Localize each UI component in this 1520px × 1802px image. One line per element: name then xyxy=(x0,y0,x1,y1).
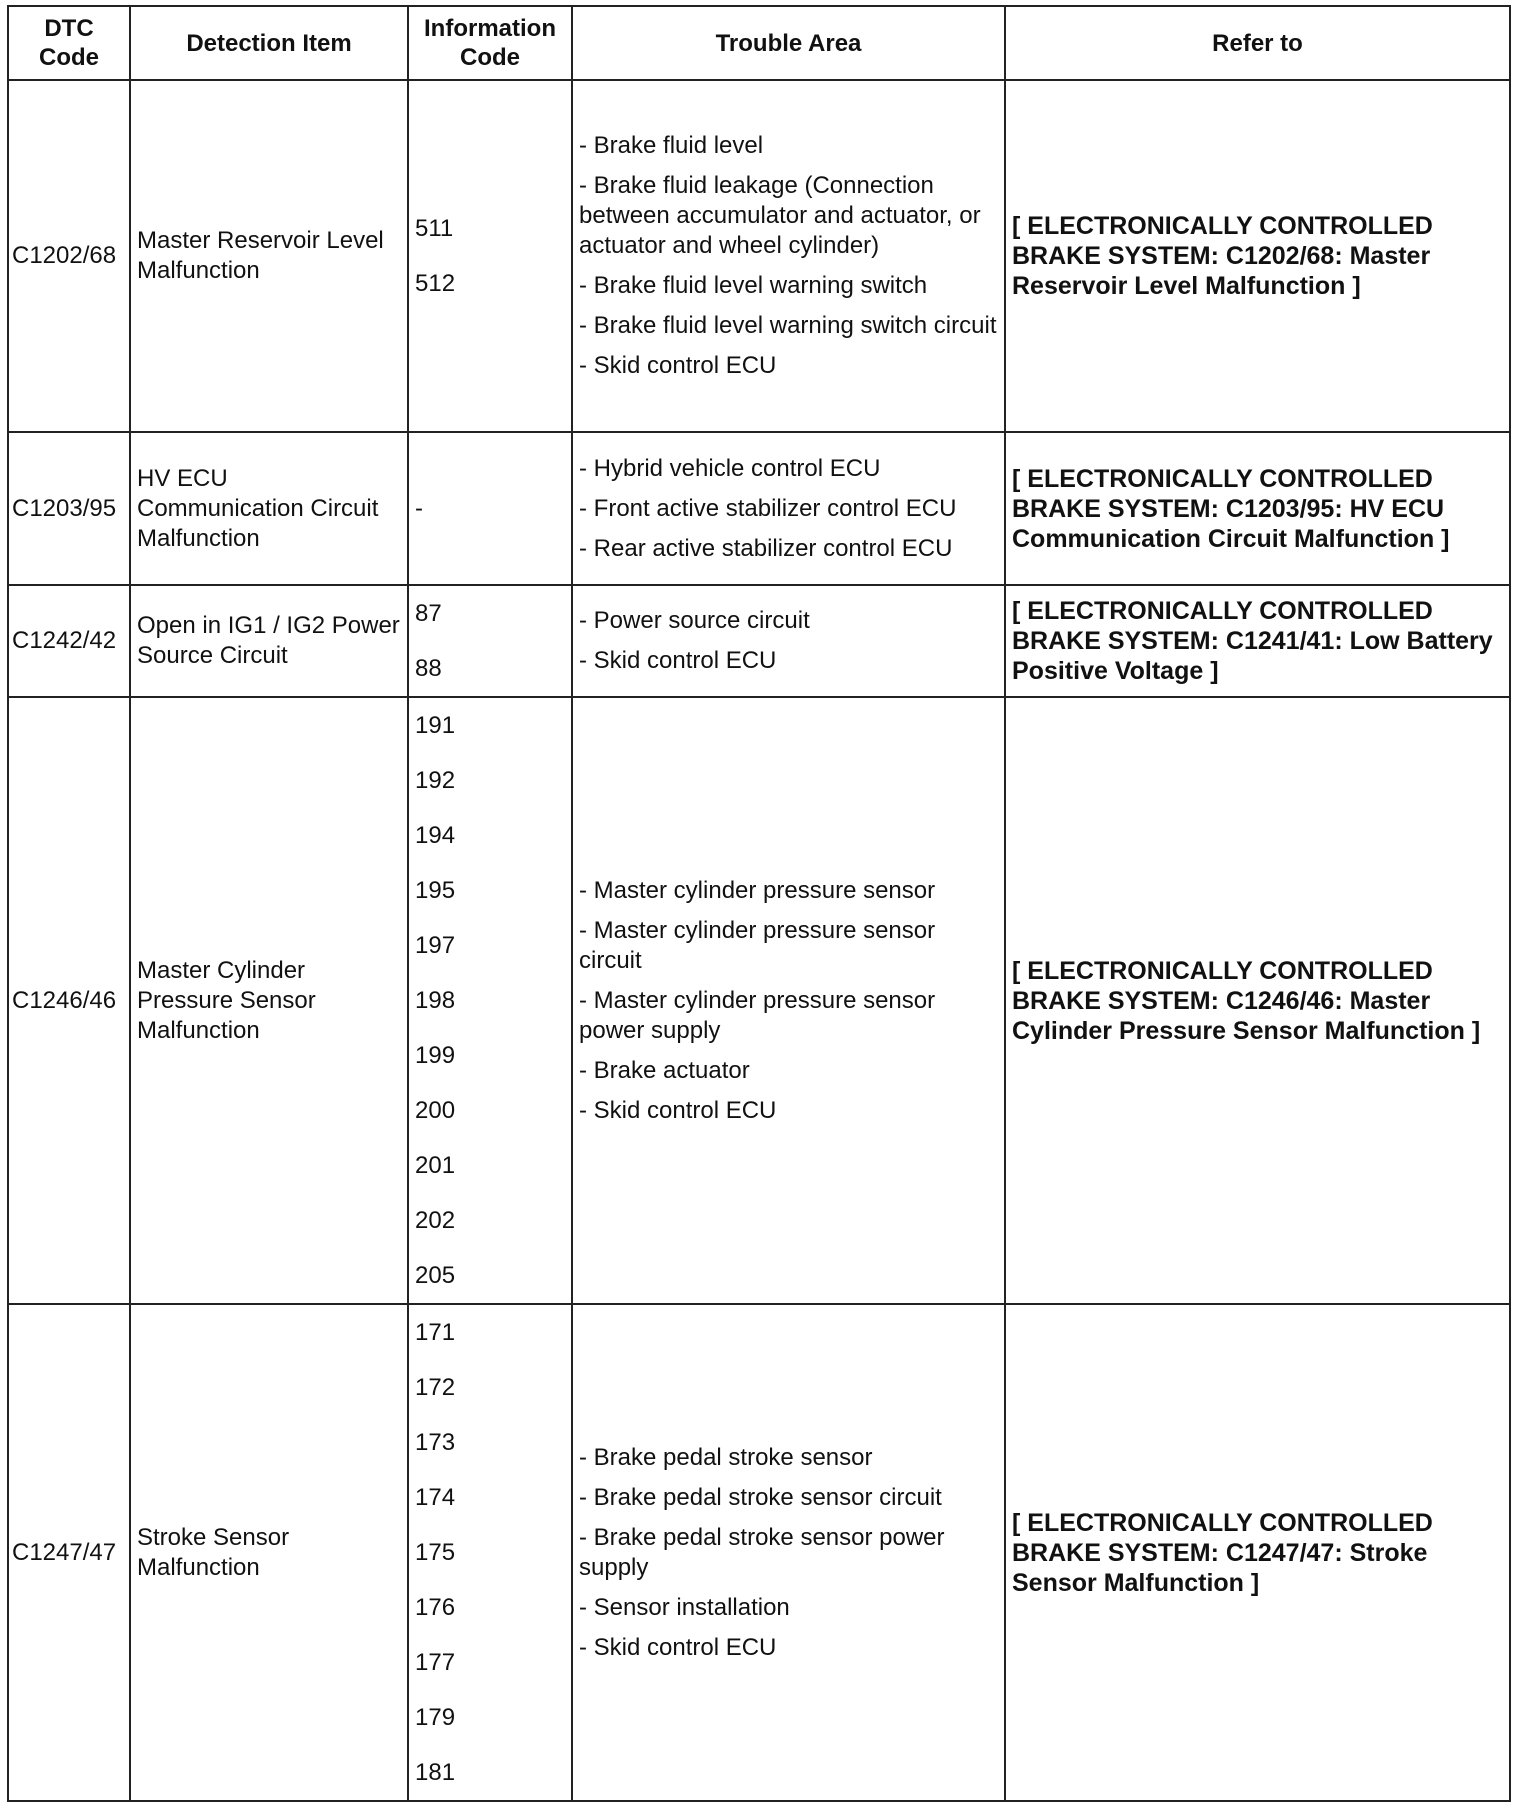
information-code-value: 175 xyxy=(415,1539,456,1566)
table-row xyxy=(8,1304,1510,1801)
dtc-code-cell: C1202/68 xyxy=(8,80,130,432)
information-code-value: 87 xyxy=(415,600,442,627)
information-code-value: 200 xyxy=(415,1097,456,1124)
information-code-value: 172 xyxy=(415,1374,456,1401)
detection-item-cell: Master Reservoir Level Malfunction xyxy=(130,80,408,432)
trouble-area-item: - Front active stabilizer control ECU xyxy=(579,494,957,522)
information-code-cell xyxy=(408,585,572,697)
information-code-value: 197 xyxy=(415,932,456,959)
trouble-area-item: - Brake pedal stroke sensor xyxy=(579,1443,873,1471)
table-row xyxy=(8,432,1510,585)
trouble-area-item: - Master cylinder pressure sensor xyxy=(579,876,936,904)
detection-item-cell: Open in IG1 / IG2 Power Source Circuit xyxy=(130,585,408,697)
trouble-area-item: - Brake fluid level xyxy=(579,132,764,159)
information-code-value: 173 xyxy=(415,1429,456,1456)
refer-to-link[interactable]: [ ELECTRONICALLY CONTROLLED BRAKE SYSTEM: C1202/68: Master Reservoir Level Malfunction ] xyxy=(1005,80,1510,432)
trouble-area-cell xyxy=(572,585,1005,697)
information-code-value: 201 xyxy=(415,1152,456,1179)
header-information-code: Information Code xyxy=(408,6,572,80)
information-code-value: 191 xyxy=(415,712,456,739)
table-row xyxy=(8,80,1510,432)
information-code-cell xyxy=(408,1304,572,1801)
trouble-area-item: - Skid control ECU xyxy=(579,647,777,674)
refer-to-link[interactable]: [ ELECTRONICALLY CONTROLLED BRAKE SYSTEM: C1241/41: Low Battery Positive Voltage ] xyxy=(1005,585,1510,697)
trouble-area-cell xyxy=(572,1304,1005,1801)
information-code-value: 511 xyxy=(415,215,454,242)
refer-to-link[interactable]: [ ELECTRONICALLY CONTROLLED BRAKE SYSTEM: C1247/47: Stroke Sensor Malfunction ] xyxy=(1005,1304,1510,1801)
detection-item-cell: HV ECU Communication Circuit Malfunction xyxy=(130,432,408,585)
trouble-area-item: - Hybrid vehicle control ECU xyxy=(579,454,881,482)
trouble-area-item: - Brake pedal stroke sensor circuit xyxy=(579,1483,942,1511)
refer-to-link[interactable]: [ ELECTRONICALLY CONTROLLED BRAKE SYSTEM: C1246/46: Master Cylinder Pressure Sensor Malfunction ] xyxy=(1005,697,1510,1304)
information-code-value: 198 xyxy=(415,987,456,1014)
dtc-code-cell: C1203/95 xyxy=(8,432,130,585)
dtc-code-cell: C1242/42 xyxy=(8,585,130,697)
refer-to-link[interactable]: [ ELECTRONICALLY CONTROLLED BRAKE SYSTEM: C1203/95: HV ECU Communication Circuit Malfunction ] xyxy=(1005,432,1510,585)
trouble-area-cell xyxy=(572,432,1005,585)
information-code-value: - xyxy=(415,495,423,522)
information-code-cell xyxy=(408,80,572,432)
information-code-value: 205 xyxy=(415,1262,456,1289)
trouble-area-item: - Power source circuit xyxy=(579,607,810,634)
trouble-area-item: - Master cylinder pressure sensor power supply xyxy=(579,986,936,1044)
information-code-value: 174 xyxy=(415,1484,456,1511)
dtc-table xyxy=(7,5,1511,1802)
trouble-area-item: - Brake fluid level warning switch circuit xyxy=(579,312,997,339)
trouble-area-item: - Skid control ECU xyxy=(579,1096,777,1124)
trouble-area-item: - Rear active stabilizer control ECU xyxy=(579,534,953,562)
information-code-value: 179 xyxy=(415,1704,456,1731)
information-code-value: 202 xyxy=(415,1207,456,1234)
trouble-area-item: - Brake actuator xyxy=(579,1056,750,1084)
information-code-value: 176 xyxy=(415,1594,456,1621)
information-code-cell xyxy=(408,432,572,585)
information-code-value: 171 xyxy=(415,1319,456,1346)
trouble-area-cell xyxy=(572,697,1005,1304)
trouble-area-cell xyxy=(572,80,1005,432)
trouble-area-item: - Skid control ECU xyxy=(579,1633,777,1661)
header-dtc-code: DTC Code xyxy=(8,6,130,80)
table-row xyxy=(8,585,1510,697)
trouble-area-item: - Skid control ECU xyxy=(579,352,777,379)
trouble-area-item: - Brake fluid leakage (Connection between accumulator and actuator, or actuator and wheel cylinder) xyxy=(579,172,981,259)
trouble-area-item: - Master cylinder pressure sensor circuit xyxy=(579,916,936,974)
information-code-value: 199 xyxy=(415,1042,456,1069)
information-code-cell xyxy=(408,697,572,1304)
dtc-code-cell: C1246/46 xyxy=(8,697,130,1304)
information-code-value: 181 xyxy=(415,1759,456,1786)
information-code-value: 177 xyxy=(415,1649,456,1676)
information-code-value: 194 xyxy=(415,822,456,849)
trouble-area-item: - Brake fluid level warning switch xyxy=(579,272,928,299)
detection-item-cell: Stroke Sensor Malfunction xyxy=(130,1304,408,1801)
header-detection-item: Detection Item xyxy=(130,6,408,80)
header-trouble-area: Trouble Area xyxy=(572,6,1005,80)
header-refer-to: Refer to xyxy=(1005,6,1510,80)
table-row xyxy=(8,697,1510,1304)
information-code-value: 512 xyxy=(415,270,456,297)
table-header-row xyxy=(8,6,1510,80)
trouble-area-item: - Sensor installation xyxy=(579,1593,790,1621)
detection-item-cell: Master Cylinder Pressure Sensor Malfunction xyxy=(130,697,408,1304)
trouble-area-item: - Brake pedal stroke sensor power supply xyxy=(579,1523,945,1581)
information-code-value: 88 xyxy=(415,655,442,682)
dtc-code-cell: C1247/47 xyxy=(8,1304,130,1801)
information-code-value: 192 xyxy=(415,767,456,794)
information-code-value: 195 xyxy=(415,877,456,904)
